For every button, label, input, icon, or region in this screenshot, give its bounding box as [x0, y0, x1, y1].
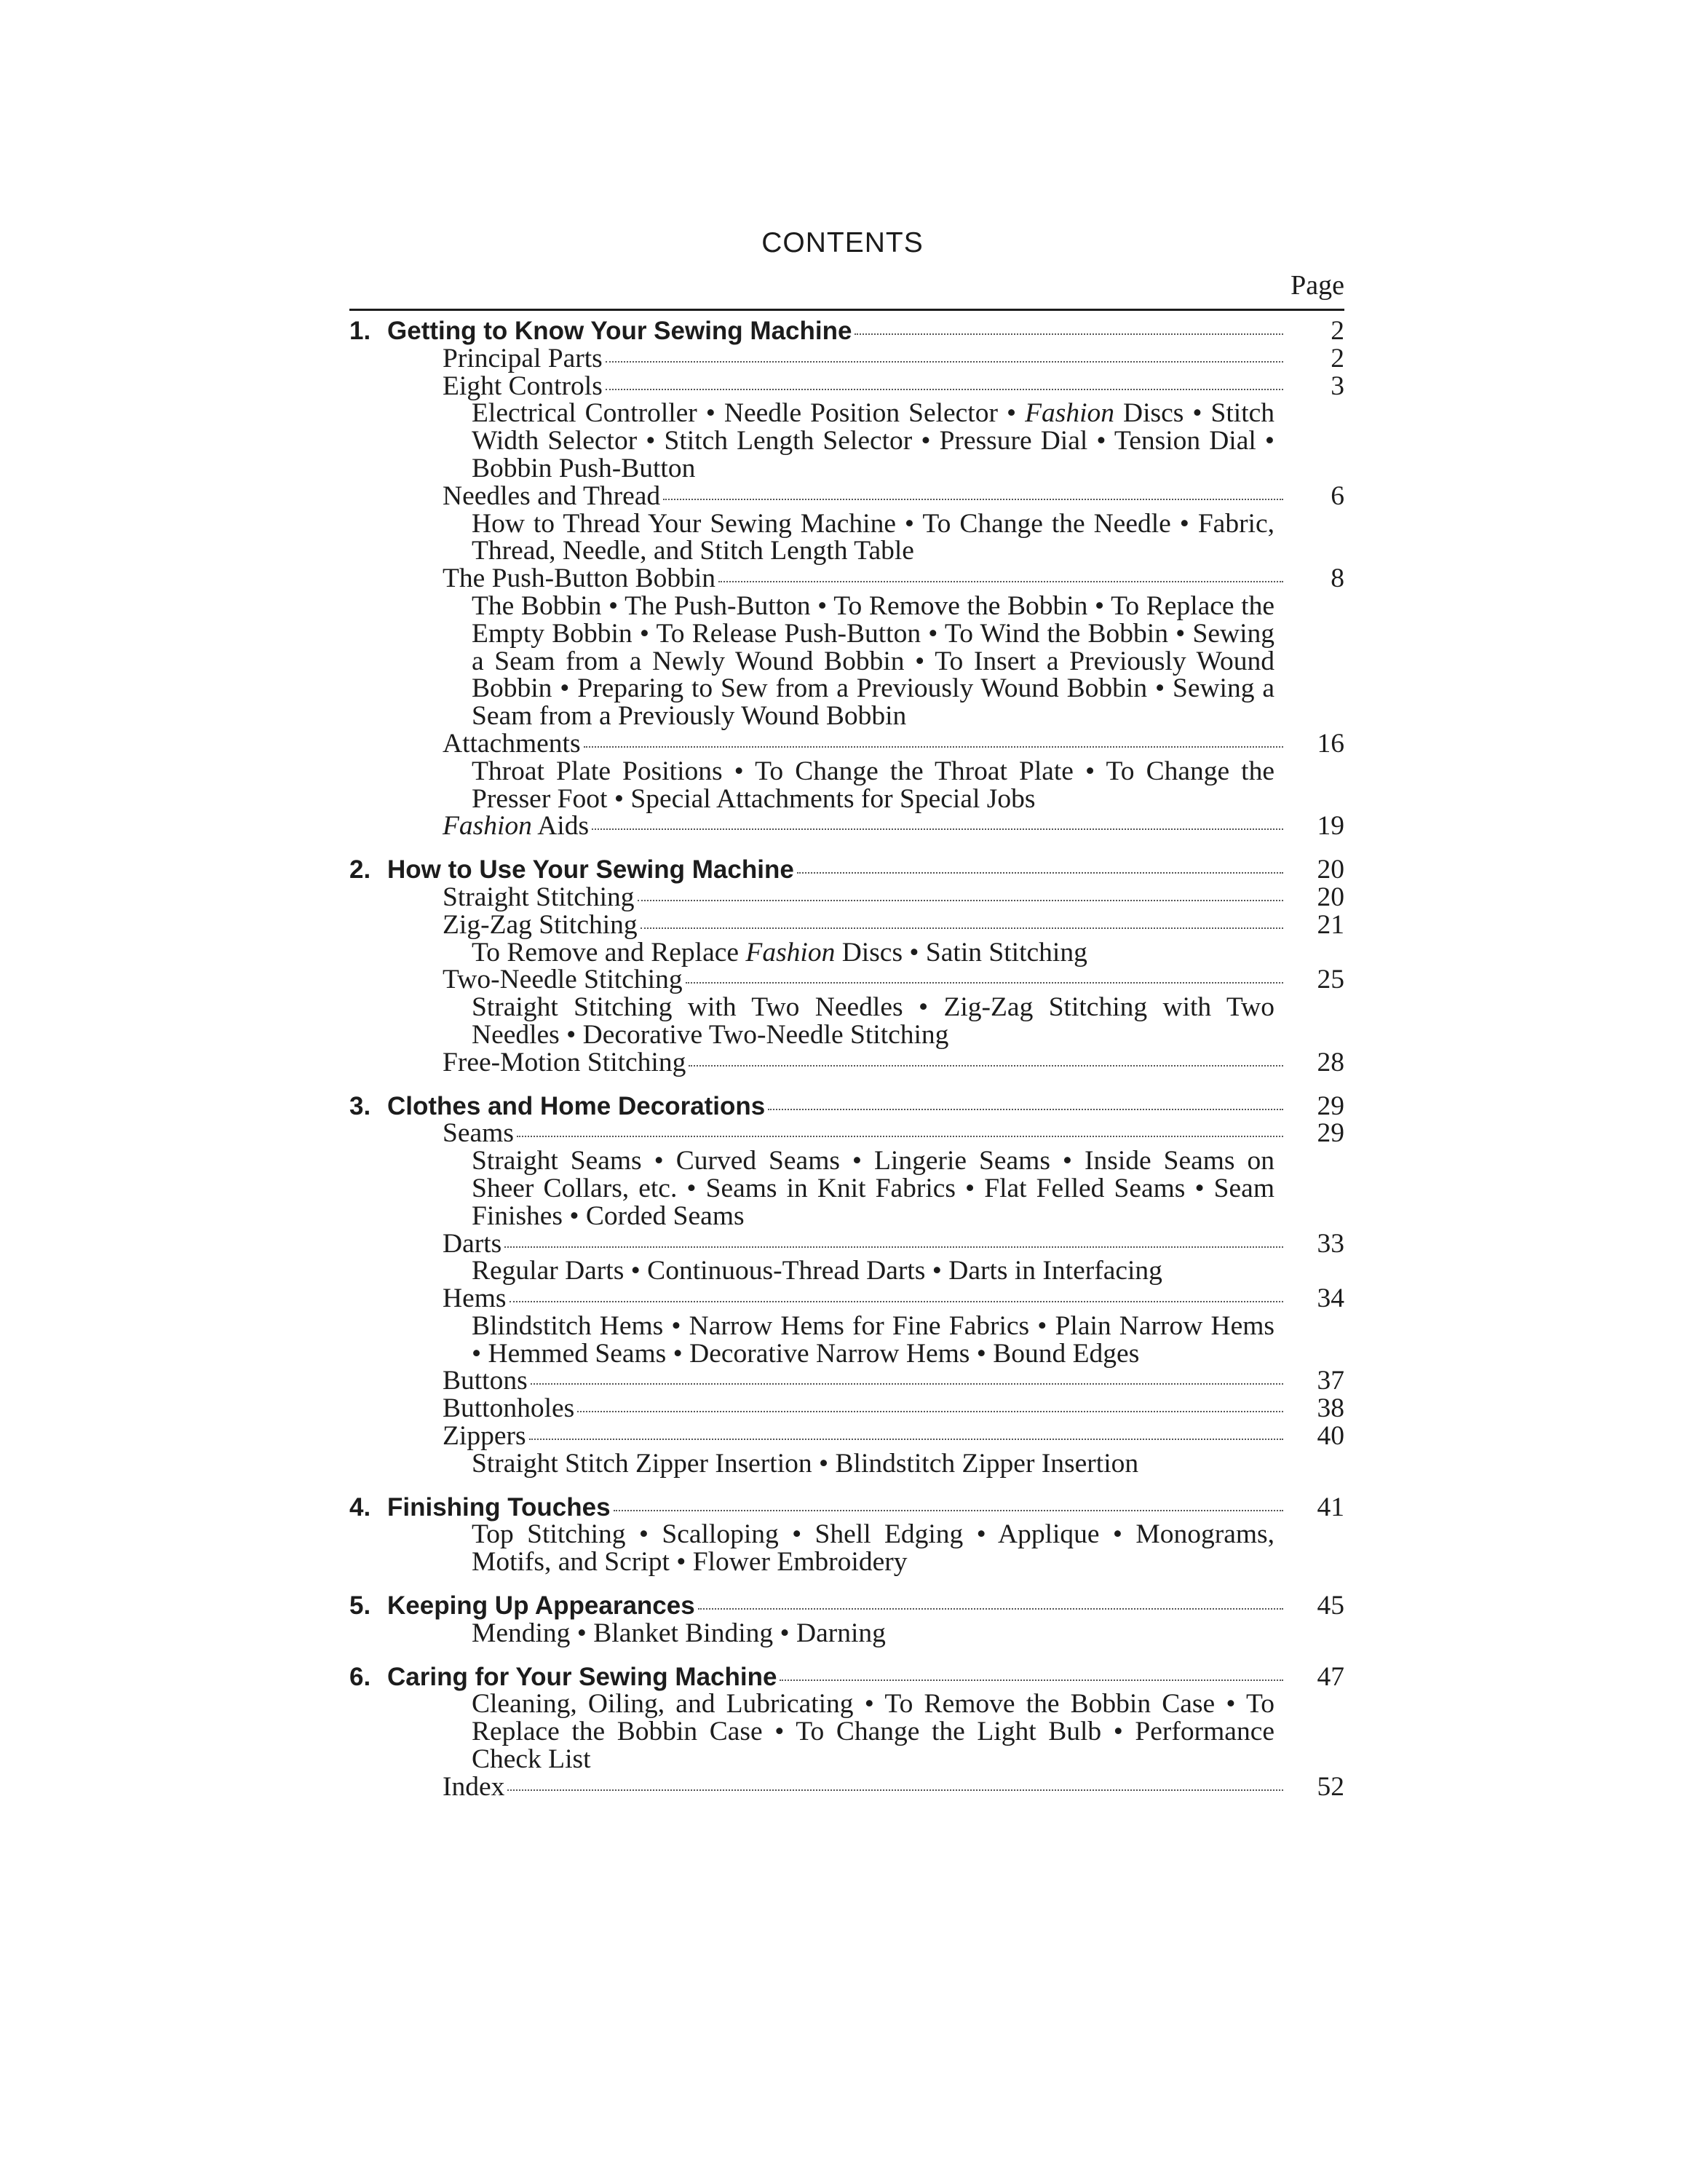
entry-title: Buttonholes [443, 1393, 575, 1424]
toc-section-row[interactable] [349, 1592, 1344, 1620]
toc-entry-row[interactable] [349, 812, 1344, 840]
page-number: 38 [1317, 1393, 1344, 1424]
toc-entry-row[interactable] [349, 730, 1344, 758]
dot-leader [606, 361, 1283, 363]
page-number: 40 [1317, 1421, 1344, 1452]
toc-entry-description: Blindstitch Hems • Narrow Hems for Fine Fabrics • Plain Narrow Hems • Hemmed Seams • Decorative Narrow Hems • Bound Edges [472, 1310, 1274, 1369]
description-part: Fashion [745, 937, 836, 968]
section-heading [349, 1592, 695, 1620]
entry-title: Hems [443, 1283, 507, 1314]
entry-title: Straight Stitching [443, 882, 635, 912]
entry-title [443, 812, 589, 840]
toc-entry-row[interactable] [349, 1285, 1344, 1313]
toc-entry-row[interactable] [349, 565, 1344, 593]
page-number: 3 [1331, 371, 1344, 401]
description-part: Fashion [1025, 398, 1115, 429]
toc-section-row[interactable] [349, 856, 1344, 884]
toc-section-row[interactable] [349, 1663, 1344, 1691]
section-heading [349, 1093, 765, 1120]
toc-entry-row[interactable] [349, 1367, 1344, 1395]
page-number: 8 [1331, 563, 1344, 594]
dot-leader [510, 1301, 1284, 1302]
toc-entry-description: The Bobbin • The Push-Button • To Remove the Bobbin • To Replace the Empty Bobbin • To Release Push-Button • To Wind the Bobbin • Sewing a Seam from a Newly Wound Bobbin • To Insert a Previously Wound Bobbin • Preparing to Sew from a Previously Wound Bobbin • Sewing a Seam from a Previously Wound Bobbin [472, 590, 1274, 732]
toc-entry-row[interactable] [349, 480, 1344, 511]
page-number: 45 [1317, 1591, 1344, 1621]
table-of-contents [349, 317, 1344, 1817]
section-heading [349, 1494, 611, 1522]
dot-leader [606, 389, 1283, 390]
entry-title: Darts [443, 1228, 502, 1259]
entry-title: The Push-Button Bobbin [443, 563, 716, 594]
dot-leader [768, 1109, 1283, 1110]
toc-entry-description: How to Thread Your Sewing Machine • To Change the Needle • Fabric, Thread, Needle, and Stitch Length Table [472, 508, 1274, 566]
entry-title: Buttons [443, 1366, 528, 1396]
entry-title: Zig-Zag Stitching [443, 909, 638, 940]
dot-leader [592, 828, 1283, 830]
dot-leader [698, 1608, 1283, 1610]
page-number: 19 [1317, 811, 1344, 842]
section-number: 5. [349, 1591, 371, 1621]
page-number: 2 [1331, 343, 1344, 373]
toc-section-row[interactable] [349, 317, 1344, 345]
entry-title: Eight Controls [443, 371, 603, 401]
toc-section-row[interactable] [349, 1494, 1344, 1522]
section-number: 2. [349, 855, 371, 885]
description-part: Electrical Controller • Needle Position Selector • [472, 398, 1026, 429]
toc-section [349, 1093, 1344, 1478]
contents-title: CONTENTS [761, 227, 924, 258]
section-title: Caring for Your Sewing Machine [387, 1662, 777, 1691]
toc-section [349, 856, 1344, 1076]
toc-entry-row[interactable] [349, 1049, 1344, 1077]
entry-title-italic: Fashion [443, 811, 532, 842]
dot-leader [504, 1246, 1283, 1248]
page-number: 16 [1317, 728, 1344, 759]
page-number: 29 [1317, 1118, 1344, 1149]
section-number: 3. [349, 1091, 371, 1120]
toc-entry-row[interactable] [349, 1423, 1344, 1450]
toc-section-row[interactable] [349, 1093, 1344, 1120]
description-part: Discs • Stitch Width Selector • Stitch Length Selector • Pressure Dial • Tension Dial • Bobbin Push-Button [472, 398, 1275, 483]
description-part: Discs • Satin Stitching [835, 937, 1087, 968]
toc-entry-row[interactable] [349, 911, 1344, 939]
page-column-heading: Page [1290, 270, 1344, 301]
dot-leader [780, 1679, 1283, 1681]
toc-entry-description: Top Stitching • Scalloping • Shell Edging • Applique • Monograms, Motifs, and Script • Flower Embroidery [472, 1519, 1274, 1578]
dot-leader [638, 900, 1283, 901]
entry-title: Two-Needle Stitching [443, 965, 683, 995]
toc-entry-description [349, 939, 1274, 967]
section-title: Getting to Know Your Sewing Machine [387, 317, 852, 345]
dot-leader [531, 1383, 1283, 1385]
toc-section [349, 1663, 1344, 1801]
toc-entry-description: Straight Stitch Zipper Insertion • Blindstitch Zipper Insertion [472, 1448, 1139, 1479]
page-number: 34 [1317, 1283, 1344, 1314]
entry-title: Attachments [443, 728, 581, 759]
page-number: 52 [1317, 1771, 1344, 1802]
toc-entry-description [349, 400, 1274, 482]
toc-section [349, 1494, 1344, 1576]
entry-title: Index [443, 1771, 505, 1802]
section-title: Keeping Up Appearances [387, 1591, 695, 1621]
entry-title: Principal Parts [443, 343, 603, 373]
page-number: 20 [1317, 882, 1344, 912]
toc-entry-row[interactable] [349, 1395, 1344, 1423]
section-heading [349, 1663, 777, 1691]
page-number: 6 [1331, 480, 1344, 511]
section-heading [349, 856, 794, 884]
entry-title: Free-Motion Stitching [443, 1047, 686, 1077]
entry-title: Needles and Thread [443, 480, 661, 511]
page-number: 29 [1317, 1091, 1344, 1121]
page-number: 20 [1317, 855, 1344, 885]
header-rule [349, 309, 1344, 311]
dot-leader [584, 746, 1283, 748]
dot-leader [689, 1065, 1283, 1067]
dot-leader [517, 1136, 1283, 1137]
dot-leader [641, 927, 1283, 929]
page-number: 2 [1331, 316, 1344, 346]
toc-entry-description: Straight Stitching with Two Needles • Zig-Zag Stitching with Two Needles • Decorative Two-Needle Stitching [472, 992, 1274, 1050]
toc-entry-row[interactable] [349, 373, 1344, 400]
page-number: 47 [1317, 1661, 1344, 1692]
toc-entry-description: Straight Seams • Curved Seams • Lingerie Seams • Inside Seams on Sheer Collars, etc. • Seams in Knit Fabrics • Flat Felled Seams • Seam Finishes • Corded Seams [472, 1146, 1274, 1231]
toc-section [349, 1592, 1344, 1647]
page-number: 33 [1317, 1228, 1344, 1259]
toc-entry-row[interactable] [349, 1773, 1344, 1801]
page-number: 25 [1317, 965, 1344, 995]
description-part: To Remove and Replace [472, 937, 746, 968]
section-number: 1. [349, 317, 371, 345]
page-number: 21 [1317, 909, 1344, 940]
toc-entry-description: Cleaning, Oiling, and Lubricating • To Remove the Bobbin Case • To Replace the Bobbin Case • To Change the Light Bulb • Performance Check List [472, 1689, 1274, 1775]
section-number: 6. [349, 1662, 371, 1691]
page-number: 37 [1317, 1366, 1344, 1396]
dot-leader [614, 1510, 1283, 1511]
dot-leader [855, 333, 1283, 335]
toc-entry-row[interactable] [349, 1230, 1344, 1258]
section-title: Finishing Touches [387, 1492, 611, 1522]
dot-leader [507, 1789, 1283, 1791]
toc-section [349, 317, 1344, 840]
page-number: 41 [1317, 1492, 1344, 1522]
page-number: 28 [1317, 1047, 1344, 1077]
toc-entry-description: Throat Plate Positions • To Change the Throat Plate • To Change the Presser Foot • Special Attachments for Special Jobs [472, 756, 1274, 814]
dot-leader [663, 499, 1283, 500]
section-number: 4. [349, 1492, 371, 1522]
dot-leader [686, 982, 1283, 984]
toc-entry-row[interactable] [349, 345, 1344, 373]
toc-entry-row[interactable] [349, 884, 1344, 911]
section-title: How to Use Your Sewing Machine [387, 855, 794, 885]
toc-entry-description: Regular Darts • Continuous-Thread Darts • Darts in Interfacing [472, 1256, 1162, 1286]
entry-title: Zippers [443, 1421, 526, 1452]
dot-leader [577, 1411, 1283, 1412]
toc-entry-row[interactable] [349, 966, 1344, 994]
entry-title-rest: Aids [531, 811, 590, 842]
entry-title: Seams [443, 1118, 514, 1149]
section-heading [349, 317, 852, 345]
dot-leader [797, 872, 1283, 874]
dot-leader [529, 1439, 1283, 1440]
toc-entry-row[interactable] [349, 1120, 1344, 1147]
toc-entry-description: Mending • Blanket Binding • Darning [472, 1618, 886, 1648]
section-title: Clothes and Home Decorations [387, 1091, 766, 1120]
dot-leader [718, 581, 1283, 582]
